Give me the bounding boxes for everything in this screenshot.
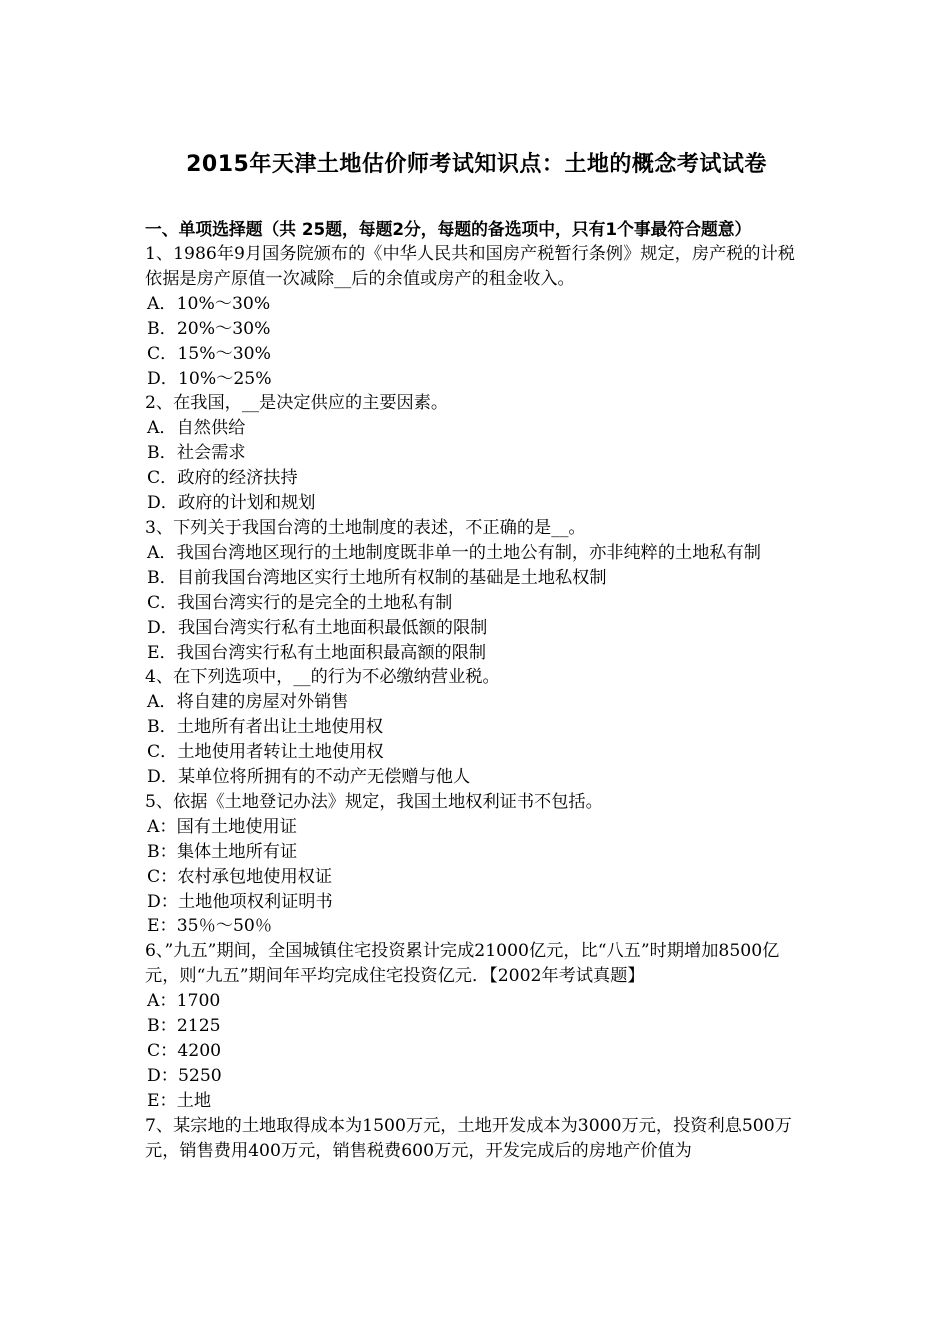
answer-option: D．某单位将所拥有的不动产无偿赠与他人 [147, 767, 471, 788]
answer-option: B．目前我国台湾地区实行土地所有权制的基础是土地私权制 [147, 567, 607, 588]
question-list [145, 242, 808, 1164]
answer-option: B：2125 [147, 1016, 221, 1037]
answer-option: A．10%～30% [147, 293, 271, 314]
answer-option: C．土地使用者转让土地使用权 [147, 742, 384, 763]
answer-option: A．自然供给 [147, 418, 246, 439]
question-item [145, 790, 808, 939]
page-title: 2015年天津土地估价师考试知识点：土地的概念考试试卷 [186, 152, 767, 177]
answer-option: D．我国台湾实行私有土地面积最低额的限制 [147, 617, 488, 638]
answer-option: A：1700 [147, 991, 221, 1012]
question-stem: 3、下列关于我国台湾的土地制度的表述，不正确的是__。 [145, 517, 586, 538]
answer-option: D：土地他项权利证明书 [147, 891, 333, 912]
question-stem: 4、在下列选项中，__的行为不必缴纳营业税。 [145, 667, 500, 688]
answer-option: A．将自建的房屋对外销售 [147, 692, 349, 713]
question-stem: 2、在我国，__是决定供应的主要因素。 [145, 393, 449, 414]
question-item [145, 516, 808, 665]
question-stem: 5、依据《土地登记办法》规定，我国土地权利证书不包括。 [145, 791, 603, 812]
answer-option: B：集体土地所有证 [147, 841, 298, 862]
section-heading: 一、单项选择题（共 25题，每题2分，每题的备选项中，只有1个事最符合题意） [145, 219, 752, 239]
question-item [145, 939, 808, 1113]
question-stem: 6、”九五”期间，全国城镇住宅投资累计完成21000亿元，比“八五”时期增加8500亿元，则“九五”期间年平均完成住宅投资亿元．【2002年考试真题】 [145, 941, 780, 987]
answer-option: C：4200 [147, 1041, 222, 1061]
answer-option: C．我国台湾实行的是完全的土地私有制 [147, 592, 453, 613]
answer-option: D．10%～25% [147, 368, 272, 389]
answer-option: C．15%～30% [147, 343, 271, 364]
question-item [145, 1114, 808, 1164]
answer-option: E：土地 [147, 1090, 212, 1111]
answer-option: C．政府的经济扶持 [147, 468, 298, 489]
answer-option: E：35％～50％ [147, 916, 273, 937]
question-item [145, 391, 808, 516]
answer-option: D．政府的计划和规划 [147, 493, 316, 514]
answer-option: C：农村承包地使用权证 [147, 866, 333, 887]
question-stem: 1、1986年9月国务院颁布的《中华人民共和国房产税暂行条例》规定，房产税的计税依据是房产原值一次减除__后的余值或房产的租金收入。 [145, 244, 795, 289]
answer-option: B．土地所有者出让土地使用权 [147, 717, 384, 738]
answer-option: A：国有土地使用证 [147, 816, 297, 837]
question-item [145, 242, 808, 391]
question-stem: 7、某宗地的土地取得成本为1500万元，土地开发成本为3000万元，投资利息500万元，销售费用400万元，销售税费600万元，开发完成后的房地产价值为 [145, 1115, 792, 1161]
answer-option: D：5250 [147, 1065, 222, 1086]
question-item [145, 665, 808, 790]
answer-option: B．20%～30% [147, 318, 271, 339]
answer-option: E．我国台湾实行私有土地面积最高额的限制 [147, 642, 487, 663]
answer-option: B．社会需求 [147, 443, 246, 464]
answer-option: A．我国台湾地区现行的土地制度既非单一的土地公有制，亦非纯粹的土地私有制 [147, 542, 761, 563]
